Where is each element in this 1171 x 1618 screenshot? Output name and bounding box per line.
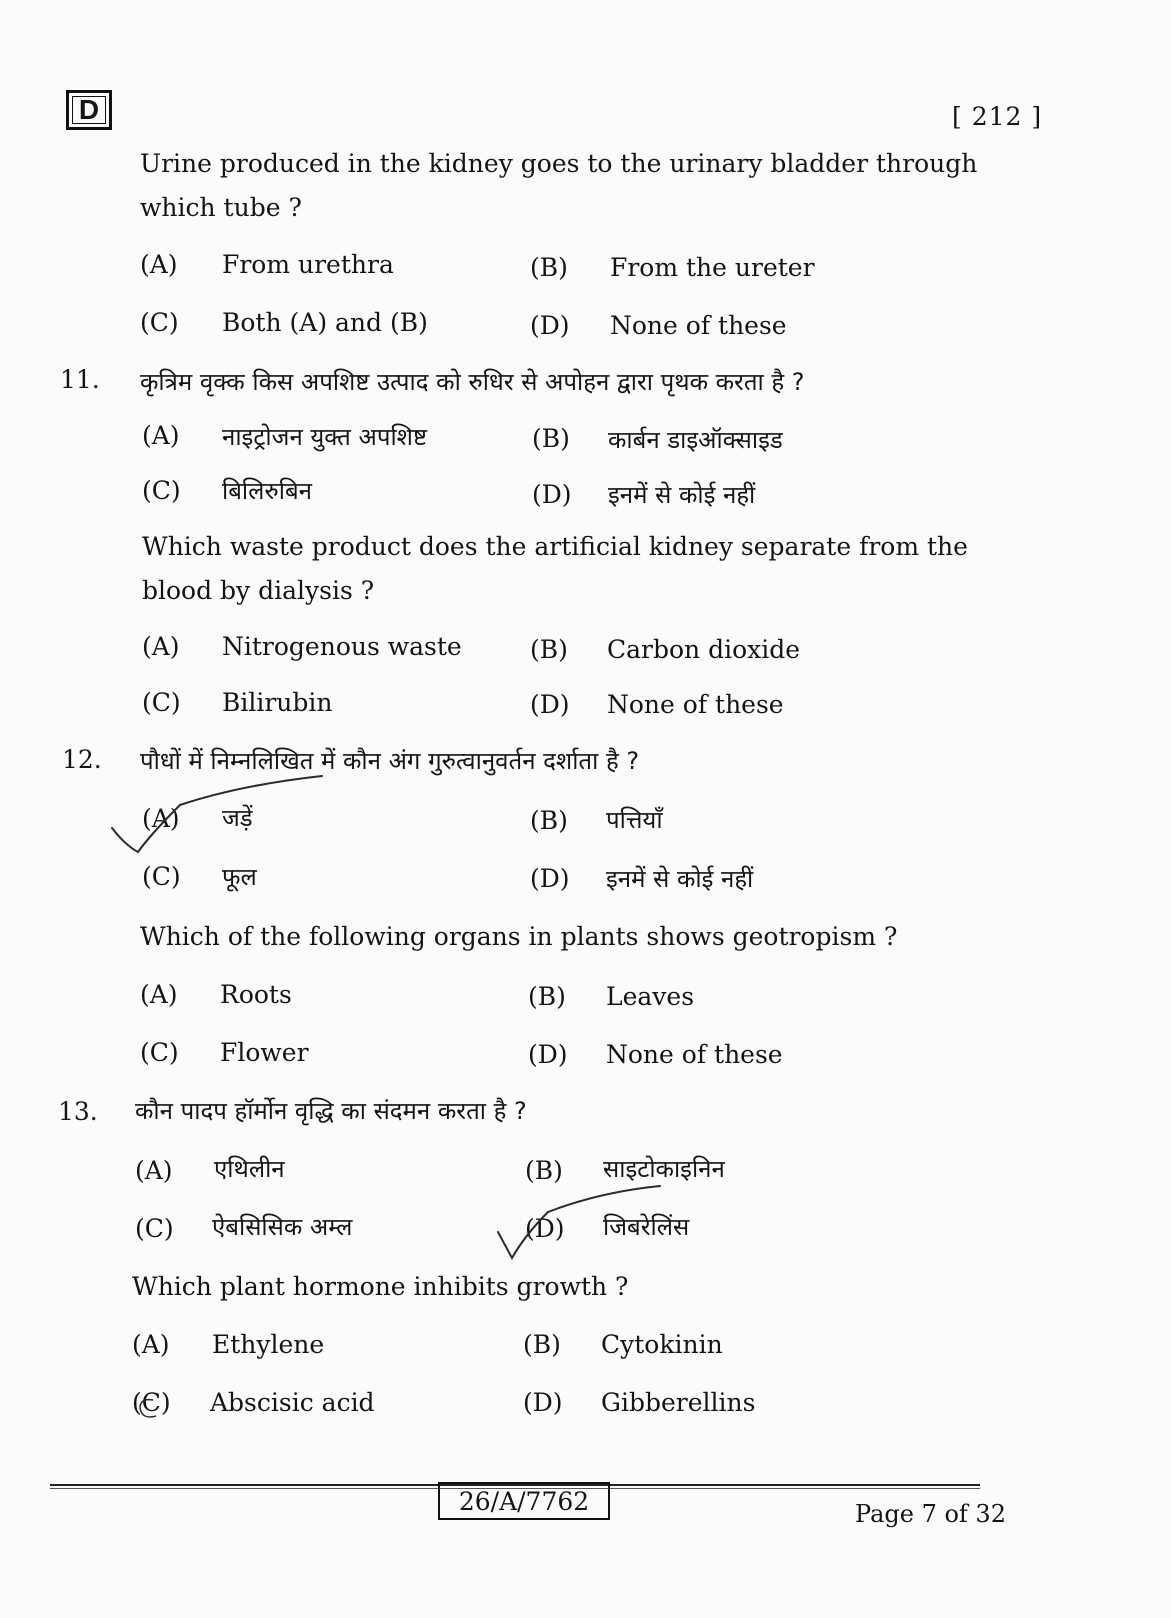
q13-hi-a-text: एथिलीन [214,1155,285,1183]
q12-en-a-label: (A) [140,980,178,1009]
q12-text-hi: पौधों में निम्नलिखित में कौन अंग गुरुत्वानुवर्तन दर्शाता है ? [140,747,640,775]
q13-en-a-label: (A) [132,1330,170,1359]
q13-hi-c-text: ऐबसिसिक अम्ल [212,1213,353,1241]
q12-number: 12. [62,745,102,774]
q12-en-b-text: Leaves [606,982,695,1011]
q13-hi-a-label: (A) [135,1156,173,1185]
q13-en-c-text: Abscisic acid [210,1388,375,1417]
paper-code-box [438,1482,610,1520]
set-label: D [78,94,100,125]
q10-en-c-label: (C) [140,308,179,337]
q13-en-b-label: (B) [523,1330,561,1359]
q12-hi-c-text: फूल [222,863,257,891]
q11-hi-a-text: नाइट्रोजन युक्त अपशिष्ट [222,423,428,451]
q11-hi-d-text: इनमें से कोई नहीं [608,481,756,509]
q11-en-c-text: Bilirubin [222,688,333,717]
q12-text-en: Which of the following organs in plants shows geotropism ? [140,922,898,951]
q10-en-d-label: (D) [530,311,570,340]
q11-en-b-text: Carbon dioxide [607,635,801,664]
q11-hi-d-label: (D) [532,480,572,509]
q12-en-d-label: (D) [528,1040,568,1069]
q13-text-hi: कौन पादप हॉर्मोन वृद्धि का संदमन करता है ? [135,1097,527,1125]
q10-en-b-text: From the ureter [610,253,815,282]
footer-page: Page 7 of 32 [855,1500,1006,1528]
q11-hi-b-text: कार्बन डाइऑक्साइड [608,426,783,454]
q12-hi-c-label: (C) [142,862,181,891]
q12-hi-a-label: (A) [142,804,180,833]
q11-text-en: Which waste product does the artificial kidney separate from the blood by dialysis ? [142,532,968,605]
q13-hi-b-label: (B) [525,1156,563,1185]
paper-code: 26/A/7762 [458,1486,590,1516]
q12-hi-d-label: (D) [530,864,570,893]
q11-en-d-label: (D) [530,690,570,719]
q13-en-d-label: (D) [523,1388,563,1417]
q13-en-a-text: Ethylene [212,1330,325,1359]
q12-hi-a-text: जड़ें [222,804,253,832]
q13-hi-d-text: जिबरेलिंस [603,1213,690,1241]
q10-en-c-text: Both (A) and (B) [222,308,428,337]
q11-en-a-text: Nitrogenous waste [222,632,462,661]
q13-en-c-label: (C) [132,1388,171,1417]
q11-en-a-label: (A) [142,632,180,661]
q12-en-d-text: None of these [606,1040,783,1069]
q13-number: 13. [58,1097,98,1126]
q12-en-a-text: Roots [220,980,292,1009]
set-label-box [66,90,112,130]
q13-hi-c-label: (C) [135,1214,174,1243]
q13-hi-b-text: साइटोकाइनिन [603,1155,725,1183]
q11-hi-a-label: (A) [142,421,180,450]
q13-en-d-text: Gibberellins [601,1388,756,1417]
q11-en-d-text: None of these [607,690,784,719]
q11-en-b-label: (B) [530,635,568,664]
q11-number: 11. [60,365,100,394]
q12-en-c-label: (C) [140,1038,179,1067]
q13-hi-d-label: (D) [525,1214,565,1243]
q10-text-en: Urine produced in the kidney goes to the urinary bladder through which tube ? [140,149,978,222]
q12-en-c-text: Flower [220,1038,309,1067]
q10-en-a-label: (A) [140,250,178,279]
q13-text-en: Which plant hormone inhibits growth ? [132,1272,629,1301]
q11-en-c-label: (C) [142,688,181,717]
q11-hi-b-label: (B) [532,424,570,453]
q13-en-b-text: Cytokinin [601,1330,723,1359]
page-number: [ 212 ] [952,102,1043,131]
q12-hi-b-text: पत्तियाँ [606,806,663,834]
q12-en-b-label: (B) [528,982,566,1011]
q11-hi-c-label: (C) [142,476,181,505]
q10-en-b-label: (B) [530,253,568,282]
q11-hi-c-text: बिलिरुबिन [222,477,312,505]
q11-text-hi: कृत्रिम वृक्क किस अपशिष्ट उत्पाद को रुधिर से अपोहन द्वारा पृथक करता है ? [140,368,805,396]
q12-hi-d-text: इनमें से कोई नहीं [606,865,754,893]
q12-hi-b-label: (B) [530,806,568,835]
q10-en-d-text: None of these [610,311,787,340]
q10-en-a-text: From urethra [222,250,394,279]
